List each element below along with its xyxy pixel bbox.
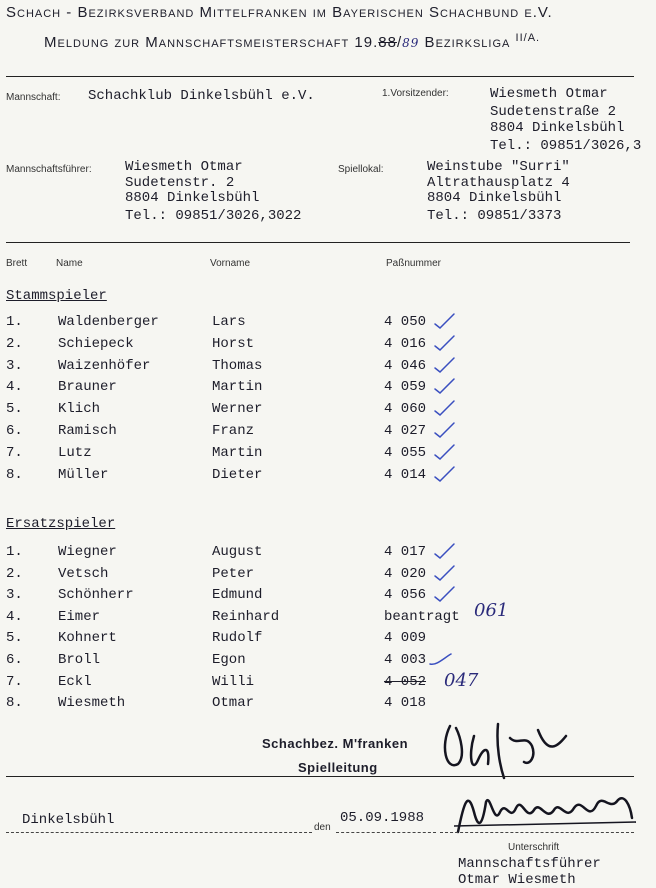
footer-place: Dinkelsbühl xyxy=(22,812,115,828)
checkmark-icon xyxy=(432,542,456,560)
regular-title: Stammspieler xyxy=(6,288,107,304)
player-pass-number: 4 009 xyxy=(384,630,427,647)
player-board: 3. xyxy=(6,587,23,604)
association-title: Schach - Bezirksverband Mittelfranken im Bayerischen Schachbund e.V. xyxy=(6,4,553,21)
player-last-name: Eimer xyxy=(58,608,101,625)
player-first-name: Franz xyxy=(212,423,255,439)
player-first-name: Otmar xyxy=(212,695,255,712)
section-divider xyxy=(6,242,630,243)
player-first-name: August xyxy=(212,544,263,560)
player-board: 5. xyxy=(6,401,23,418)
checkmark-icon xyxy=(432,377,456,395)
player-last-name: Schiepeck xyxy=(58,335,134,352)
player-board: 6. xyxy=(6,423,23,439)
player-pass-number: 4 017 xyxy=(384,544,427,560)
checkmark-icon xyxy=(432,443,456,461)
player-pass-number: 4 046 xyxy=(384,357,427,374)
player-last-name: Waizenhöfer xyxy=(58,357,151,374)
stamp-line-2: Spielleitung xyxy=(298,760,378,775)
player-last-name: Broll xyxy=(58,652,101,668)
player-pass-number: 4 059 xyxy=(384,379,427,396)
player-board: 7. xyxy=(6,444,23,461)
player-pass-number: 4 052 xyxy=(384,673,427,690)
player-first-name: Dieter xyxy=(212,466,263,483)
player-board: 4. xyxy=(6,608,23,625)
team-label: Mannschaft: xyxy=(6,92,61,103)
player-board: 7. xyxy=(6,673,23,690)
player-last-name: Müller xyxy=(58,466,109,483)
player-pass-number: 4 027 xyxy=(384,423,427,439)
player-board: 8. xyxy=(6,695,23,712)
venue-label: Spiellokal: xyxy=(338,164,384,175)
form-title-suffix: Bezirksliga xyxy=(419,34,511,51)
team-value: Schachklub Dinkelsbühl e.V. xyxy=(88,88,315,104)
venue-city: 8804 Dinkelsbühl xyxy=(427,190,562,206)
venue-phone: Tel.: 09851/3373 xyxy=(427,208,562,224)
signer-name: Otmar Wiesmeth xyxy=(458,872,576,888)
chairman-city: 8804 Dinkelsbühl xyxy=(490,120,625,136)
captain-street: Sudetenstr. 2 xyxy=(125,175,235,191)
substitutes-title: Ersatzspieler xyxy=(6,516,116,532)
player-first-name: Egon xyxy=(212,652,246,668)
col-pass: Paßnummer xyxy=(386,258,442,269)
player-first-name: Edmund xyxy=(212,587,263,604)
player-pass-number: 4 060 xyxy=(384,401,427,418)
player-first-name: Martin xyxy=(212,379,263,396)
player-board: 2. xyxy=(6,335,23,352)
player-first-name: Willi xyxy=(212,673,255,690)
form-title-prefix: Meldung zur Mannschaftsmeisterschaft 19. xyxy=(44,34,379,51)
checkmark-icon xyxy=(432,564,456,582)
place-dashed-line xyxy=(6,832,312,833)
player-board: 2. xyxy=(6,565,23,582)
checkmark-icon xyxy=(432,312,456,330)
signature-dashed-line xyxy=(440,832,634,833)
player-first-name: Rudolf xyxy=(212,630,263,647)
date-dashed-line xyxy=(336,832,436,833)
player-last-name: Brauner xyxy=(58,379,117,396)
chairman-label: 1.Vorsitzender: xyxy=(382,88,449,99)
chairman-street: Sudetenstraße 2 xyxy=(490,104,617,120)
venue-name: Weinstube "Surri" xyxy=(427,159,570,175)
player-first-name: Lars xyxy=(212,314,246,330)
col-name: Name xyxy=(56,258,83,269)
captain-city: 8804 Dinkelsbühl xyxy=(125,190,260,206)
checkmark-icon xyxy=(432,465,456,483)
header-divider xyxy=(6,76,634,77)
player-pass-number: 4 055 xyxy=(384,444,427,461)
player-first-name: Werner xyxy=(212,401,263,418)
date-label: den xyxy=(314,822,331,833)
signature-label: Unterschrift xyxy=(508,842,560,853)
player-pass-number: 4 018 xyxy=(384,695,427,712)
checkmark-icon xyxy=(432,334,456,352)
handwritten-number-eckl: 047 xyxy=(444,670,479,691)
player-board: 6. xyxy=(6,652,23,668)
player-pass-number: 4 056 xyxy=(384,587,427,604)
player-board: 8. xyxy=(6,466,23,483)
player-board: 4. xyxy=(6,379,23,396)
player-last-name: Vetsch xyxy=(58,565,109,582)
player-pass-number: beantragt xyxy=(384,608,460,625)
venue-street: Altrathausplatz 4 xyxy=(427,175,570,191)
checkmark-icon xyxy=(432,421,456,439)
player-board: 1. xyxy=(6,544,23,560)
checkmark-icon xyxy=(428,650,452,668)
captain-signature xyxy=(450,782,638,842)
player-board: 1. xyxy=(6,314,23,330)
year-struck: 88 xyxy=(378,34,397,51)
player-last-name: Eckl xyxy=(58,673,92,690)
player-first-name: Horst xyxy=(212,335,255,352)
captain-label: Mannschaftsführer: xyxy=(6,164,92,175)
player-first-name: Reinhard xyxy=(212,608,280,625)
form-title: Meldung zur Mannschaftsmeisterschaft 19.88/89 Bezirksliga $^{II/A.}$ xyxy=(44,32,541,51)
col-firstname: Vorname xyxy=(210,258,251,269)
checkmark-icon xyxy=(432,399,456,417)
player-pass-number: 4 020 xyxy=(384,565,427,582)
col-board: Brett xyxy=(6,258,28,269)
player-last-name: Lutz xyxy=(58,444,92,461)
captain-phone: Tel.: 09851/3026,3022 xyxy=(125,208,302,224)
player-last-name: Wiesmeth xyxy=(58,695,126,712)
stamp-line-1: Schachbez. M'franken xyxy=(262,736,409,751)
player-last-name: Waldenberger xyxy=(58,314,159,330)
signer-role: Mannschaftsführer xyxy=(458,856,601,872)
player-last-name: Ramisch xyxy=(58,423,117,439)
handwritten-number-eimer: 061 xyxy=(474,600,509,621)
chairman-phone: Tel.: 09851/3026,3 xyxy=(490,138,642,154)
player-last-name: Schönherr xyxy=(58,587,134,604)
league-marker: II/A. xyxy=(515,32,541,44)
footer-divider xyxy=(6,776,634,777)
checkmark-icon xyxy=(432,585,456,603)
player-pass-number: 4 016 xyxy=(384,335,427,352)
player-board: 5. xyxy=(6,630,23,647)
player-pass-number: 4 050 xyxy=(384,314,427,330)
player-first-name: Thomas xyxy=(212,357,263,374)
player-last-name: Klich xyxy=(58,401,101,418)
footer-date: 05.09.1988 xyxy=(340,810,425,826)
player-board: 3. xyxy=(6,357,23,374)
player-first-name: Peter xyxy=(212,565,255,582)
checkmark-icon xyxy=(432,356,456,374)
player-pass-number: 4 014 xyxy=(384,466,427,483)
year-new: 89 xyxy=(402,36,420,50)
player-first-name: Martin xyxy=(212,444,263,461)
captain-name: Wiesmeth Otmar xyxy=(125,159,243,175)
chairman-name: Wiesmeth Otmar xyxy=(490,86,608,102)
player-last-name: Wiegner xyxy=(58,544,117,560)
player-pass-number: 4 003 xyxy=(384,652,427,668)
player-last-name: Kohnert xyxy=(58,630,117,647)
